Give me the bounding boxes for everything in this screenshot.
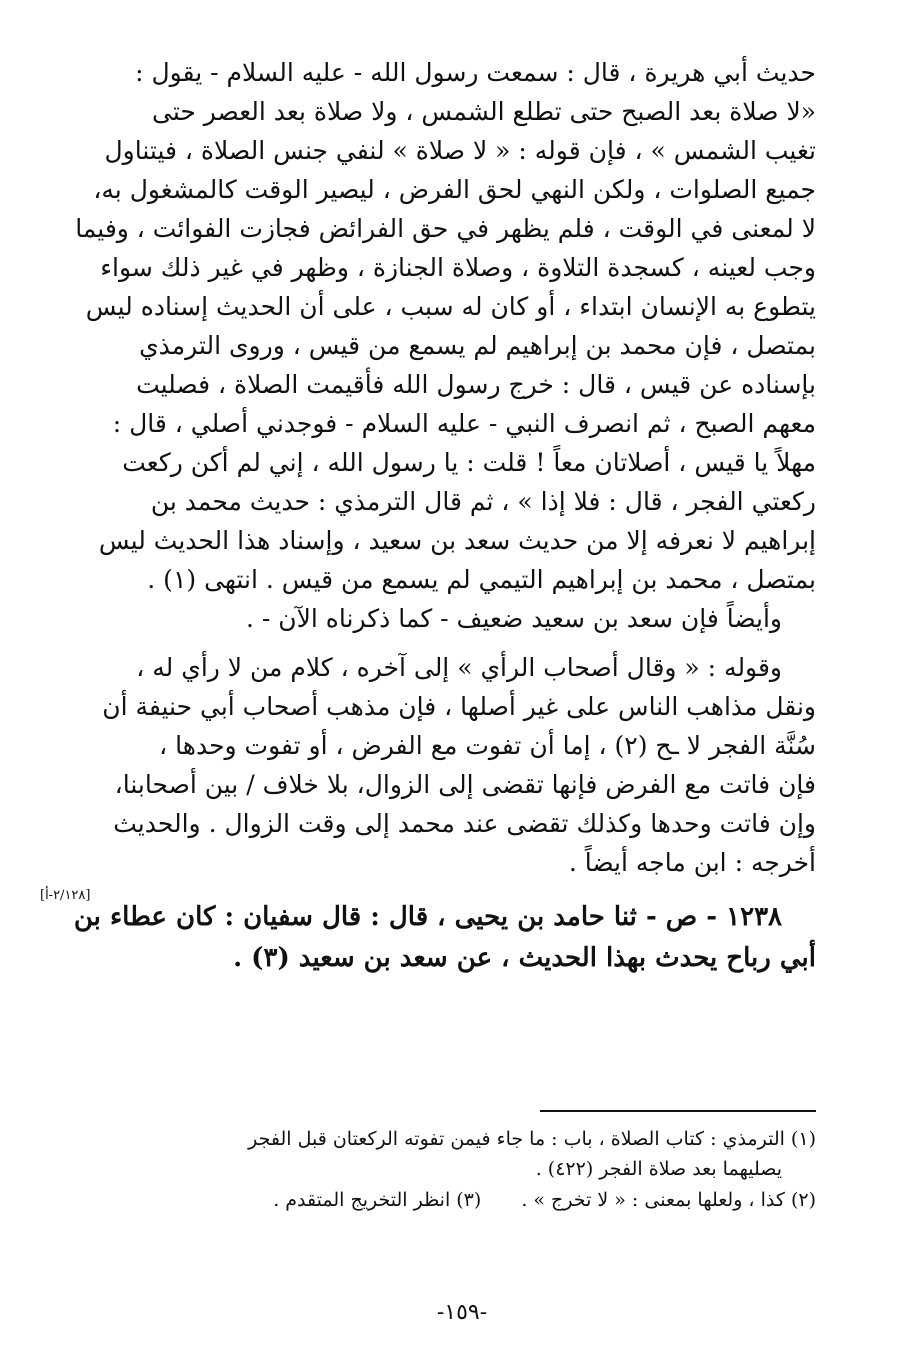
text-line: لا لمعنى في الوقت ، فلم يظهر في حق الفرائض فجازت الفوائت ، وفيما [75, 214, 816, 243]
text-line: فإن فاتت مع الفرض فإنها تقضى إلى الزوال، بلا خلاف / بين أصحابنا، [114, 770, 816, 799]
text-line: ١٢٣٨ - ص - ثنا حامد بن يحيى ، قال : قال سفيان : كان عطاء بن [73, 902, 782, 932]
text-line: بمتصل ، محمد بن إبراهيم التيمي لم يسمع من قيس . انتهى (١) . [147, 565, 816, 594]
paragraph-sad-ibn-said [130, 602, 816, 641]
text-line: بإسناده عن قيس ، قال : خرج رسول الله فأقيمت الصلاة ، فصليت [136, 370, 816, 399]
text-line: مهلاً يا قيس ، أصلاتان معاً ! قلت : يا رسول الله ، إني لم أكن ركعت [122, 448, 816, 477]
text-line: بمتصل ، فإن محمد بن إبراهيم لم يسمع من قيس ، وروى الترمذي [139, 331, 816, 360]
text-line: وقوله : « وقال أصحاب الرأي » إلى آخره ، كلام من لا رأي له ، [136, 653, 782, 682]
text-line: معهم الصبح ، ثم انصرف النبي - عليه السلام - فوجدني أصلي ، قال : [112, 409, 816, 438]
text-line: حديث أبي هريرة ، قال : سمعت رسول الله - عليه السلام - يقول : [135, 58, 816, 87]
footnote-1-continuation: يصليهما بعد صلاة الفجر (٤٢٢) . [535, 1158, 782, 1181]
footnote-separator [540, 1110, 816, 1112]
hadith-entry-1238 [73, 897, 816, 979]
text-line: ركعتي الفجر ، قال : فلا إذا » ، ثم قال الترمذي : حديث محمد بن [150, 487, 816, 516]
text-line: أخرجه : ابن ماجه أيضاً . [568, 848, 816, 877]
footnote-3: (٣) انظر التخريج المتقدم . [273, 1188, 482, 1211]
text-line: ونقل مذاهب الناس على غير أصلها ، فإن مذهب أصحاب أبي حنيفة أن [102, 692, 816, 721]
text-line: أبي رباح يحدث بهذا الحديث ، عن سعد بن سعيد (٣) . [233, 943, 816, 973]
text-line: يتطوع به الإنسان ابتداء ، أو كان له سبب ، على أن الحديث إسناده ليس [85, 292, 816, 321]
page-number: -١٥٩- [436, 1300, 488, 1325]
footnote-1: (١) الترمذي : كتاب الصلاة ، باب : ما جاء فيمن تفوته الركعتان قبل الفجر [248, 1128, 816, 1150]
text-line: «لا صلاة بعد الصبح حتى تطلع الشمس ، ولا صلاة بعد العصر حتى [151, 97, 816, 126]
text-line: وجب لعينه ، كسجدة التلاوة ، وصلاة الجنازة ، وظهر في غير ذلك سواء [100, 253, 816, 282]
manuscript-folio-reference: [٢/١٢٨-أ] [40, 888, 91, 903]
paragraph-hadith [75, 56, 816, 602]
text-line: سُنَّة الفجر لا ـح (٢) ، إما أن تفوت مع الفرض ، أو تفوت وحدها ، [159, 731, 816, 760]
main-text [73, 56, 816, 979]
text-line: جميع الصلوات ، ولكن النهي لحق الفرض ، ليصير الوقت كالمشغول به، [93, 175, 816, 204]
footnotes-2-3 [130, 1185, 816, 1215]
text-line: وأيضاً فإن سعد بن سعيد ضعيف - كما ذكرناه الآن - . [246, 604, 782, 633]
footnotes [130, 1124, 816, 1215]
footnote-2: (٢) كذا ، ولعلها بمعنى : « لا تخرج » . [521, 1188, 816, 1211]
text-line: تغيب الشمس » ، فإن قوله : « لا صلاة » لنفي جنس الصلاة ، فيتناول [104, 136, 816, 165]
paragraph-ashab-al-ray [102, 651, 816, 885]
text-line: إبراهيم لا نعرفه إلا من حديث سعد بن سعيد ، وإسناد هذا الحديث ليس [98, 526, 816, 555]
text-line: وإن فاتت وحدها وكذلك تقضى عند محمد إلى وقت الزوال . والحديث [113, 809, 816, 838]
